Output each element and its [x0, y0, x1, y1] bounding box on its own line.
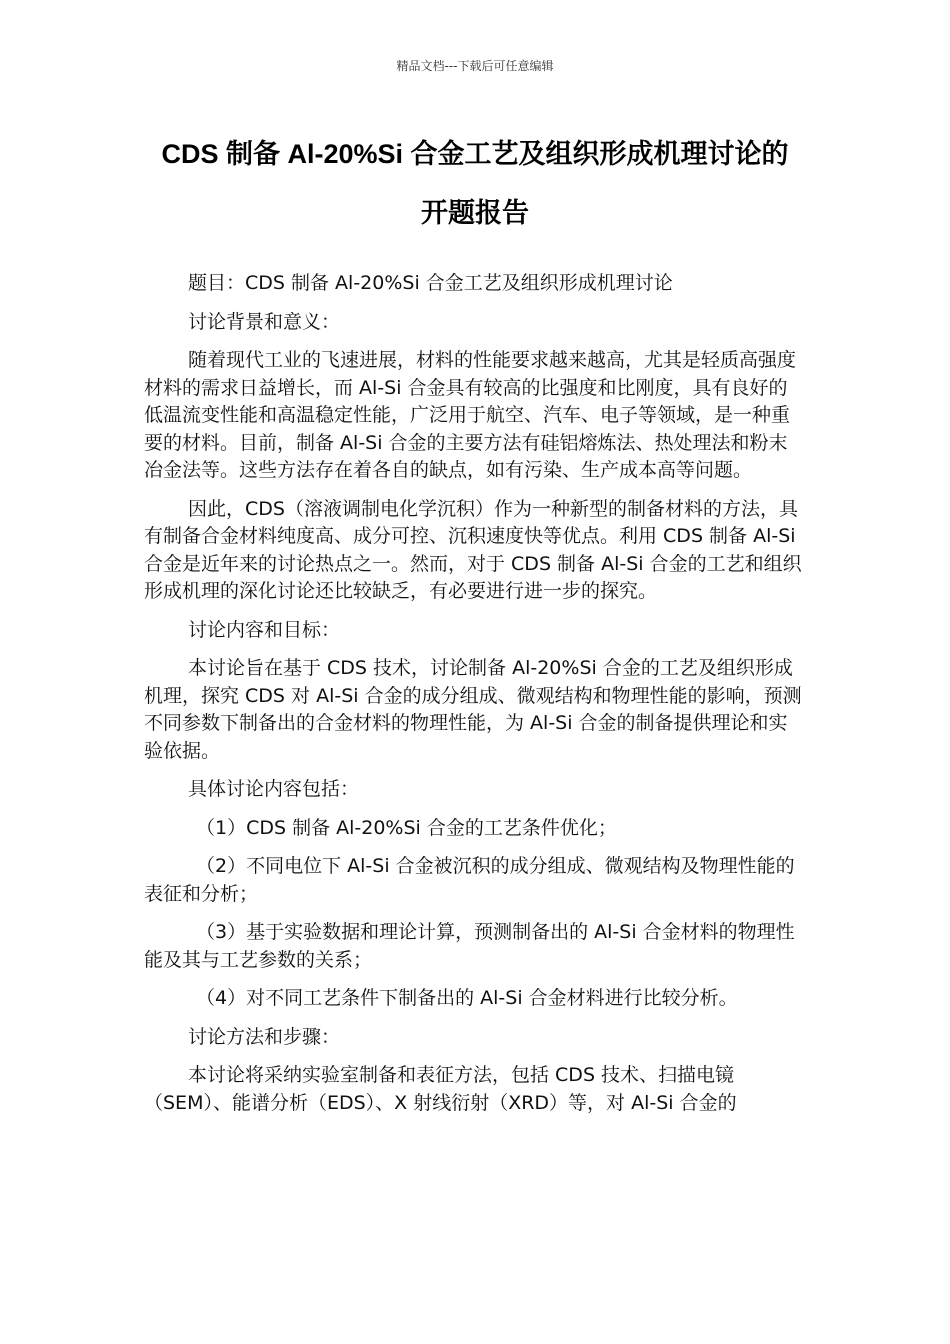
paragraph-cds-intro: 因此，CDS（溶液调制电化学沉积）作为一种新型的制备材料的方法，具有制备合金材料纯度高、成分可控、沉积速度快等优点。利用 CDS 制备 Al-Si 合金是近年来的讨论热点之一。然而，对于 CDS 制备 Al-Si 合金的工艺和组织形成机理的深化讨论还比较缺乏，有必要进行进一步的探究。: [144, 497, 802, 602]
paragraph-background: 随着现代工业的飞速进展，材料的性能要求越来越高，尤其是轻质高强度材料的需求日益增长，而 Al-Si 合金具有较高的比强度和比刚度，具有良好的低温流变性能和高温稳定性能，广泛用于航空、汽车、电子等领域，是一种重要的材料。目前，制备 Al-Si 合金的主要方法有硅铝熔炼法、热处理法和粉末冶金法等。这些方法存在着各自的缺点，如有污染、生产成本高等问题。: [144, 349, 797, 481]
paragraph-goals: 本讨论旨在基于 CDS 技术，讨论制备 Al-20%Si 合金的工艺及组织形成机理，探究 CDS 对 Al-Si 合金的成分组成、微观结构和物理性能的影响，预测不同参数下制备出的合金材料的物理性能，为 Al-Si 合金的制备提供理论和实验依据。: [144, 657, 802, 762]
page-header: 精品文档---下载后可任意编辑: [396, 59, 554, 73]
heading-methods: 讨论方法和步骤：: [188, 1025, 341, 1048]
document-body: [144, 270, 806, 1128]
heading-specific-content: 具体讨论内容包括：: [188, 778, 360, 800]
paragraph-methods: 本讨论将采纳实验室制备和表征方法，包括 CDS 技术、扫描电镜（SEM）、能谱分析（EDS）、X 射线衍射（XRD）等，对 Al-Si 合金的: [144, 1064, 737, 1114]
paragraph-topic: 题目：CDS 制备 Al-20%Si 合金工艺及组织形成机理讨论: [188, 272, 673, 294]
list-item-2: （2）不同电位下 Al-Si 合金被沉积的成分组成、微观结构及物理性能的表征和分析；: [144, 855, 795, 905]
heading-content-goals: 讨论内容和目标：: [188, 618, 341, 641]
list-item-1: （1）CDS 制备 Al-20%Si 合金的工艺条件优化；: [196, 816, 617, 839]
document-title-line-1: CDS 制备 Al-20%Si 合金工艺及组织形成机理讨论的: [161, 139, 789, 169]
list-item-4: （4）对不同工艺条件下制备出的 Al-Si 合金材料进行比较分析。: [196, 987, 738, 1009]
list-item-3: （3）基于实验数据和理论计算，预测制备出的 Al-Si 合金材料的物理性能及其与工艺参数的关系；: [144, 921, 795, 971]
document-title-line-2: 开题报告: [421, 198, 529, 228]
heading-background: 讨论背景和意义：: [188, 310, 341, 333]
